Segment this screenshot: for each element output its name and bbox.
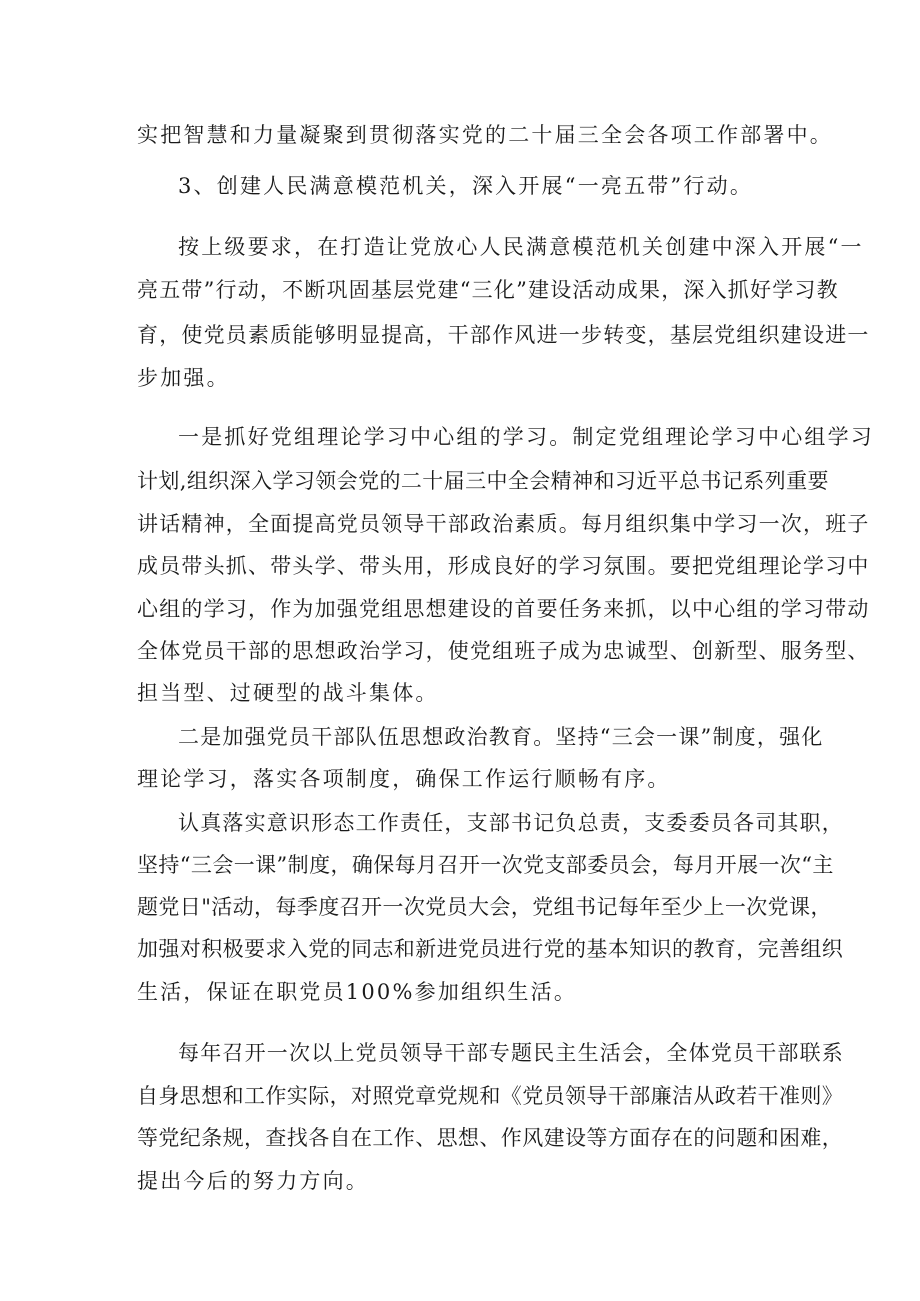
text-line: 二是加强党员干部队伍思想政治教育。坚持“三会一课”制度，强化 (178, 725, 824, 749)
text-line: 心组的学习，作为加强党组思想建设的首要任务来抓，以中心组的学习带动 (137, 597, 870, 621)
text-line: 亮五带”行动，不断巩固基层党建“三化”建设活动成果，深入抓好学习教 (137, 278, 839, 302)
text-line: 认真落实意识形态工作责任，支部书记负总责，支委委员各司其职， (178, 811, 844, 835)
text-line: 坚持“三会一课”制度，确保每月召开一次党支部委员会，每月开展一次“主 (137, 853, 834, 877)
text-line: 自身思想和工作实际，对照党章党规和《党员领导干部廉洁从政若干准则》 (137, 1084, 844, 1108)
text-line: 实把智慧和力量凝聚到贯彻落实党的二十届三全会各项工作部署中。 (137, 123, 833, 147)
text-line: 担当型、过硬型的战斗集体。 (137, 681, 439, 705)
text-line: 成员带头抓、带头学、带头用，形成良好的学习氛围。要把党组理论学习中 (137, 554, 870, 578)
text-line: 按上级要求，在打造让党放心人民满意模范机关创建中深入开展“一 (178, 235, 864, 259)
text-line: 题党日"活动，每季度召开一次党员大会，党组书记每年至少上一次党课， (137, 895, 832, 919)
text-line: 提出今后的努力方向。 (137, 1169, 369, 1193)
text-line: 生活，保证在职党员100%参加组织生活。 (137, 980, 578, 1004)
text-line: 步加强。 (137, 366, 230, 390)
text-line: 育，使党员素质能够明显提高，干部作风进一步转变，基层党组织建设进一 (137, 323, 870, 347)
text-line: 一是抓好党组理论学习中心组的学习。制定党组理论学习中心组学习 (178, 425, 874, 449)
section-heading: 3、创建人民满意模范机关，深入开展“一亮五带”行动。 (178, 174, 754, 198)
text-line: 每年召开一次以上党员领导干部专题民主生活会，全体党员干部联系 (178, 1041, 844, 1065)
text-line: 等党纪条规，查找各自在工作、思想、作风建设等方面存在的问题和困难， (137, 1126, 844, 1150)
text-line: 理论学习，落实各项制度，确保工作运行顺畅有序。 (137, 767, 671, 791)
text-line: 计划,组织深入学习领会党的二十届三中全会精神和习近平总书记系列重要 (137, 469, 829, 493)
text-line: 加强对积极要求入党的同志和新进党员进行党的基本知识的教育，完善组织 (137, 937, 844, 961)
text-line: 讲话精神，全面提高党员领导干部政治素质。每月组织集中学习一次，班子 (137, 512, 870, 536)
text-line: 全体党员干部的思想政治学习，使党组班子成为忠诚型、创新型、服务型、 (137, 639, 870, 663)
